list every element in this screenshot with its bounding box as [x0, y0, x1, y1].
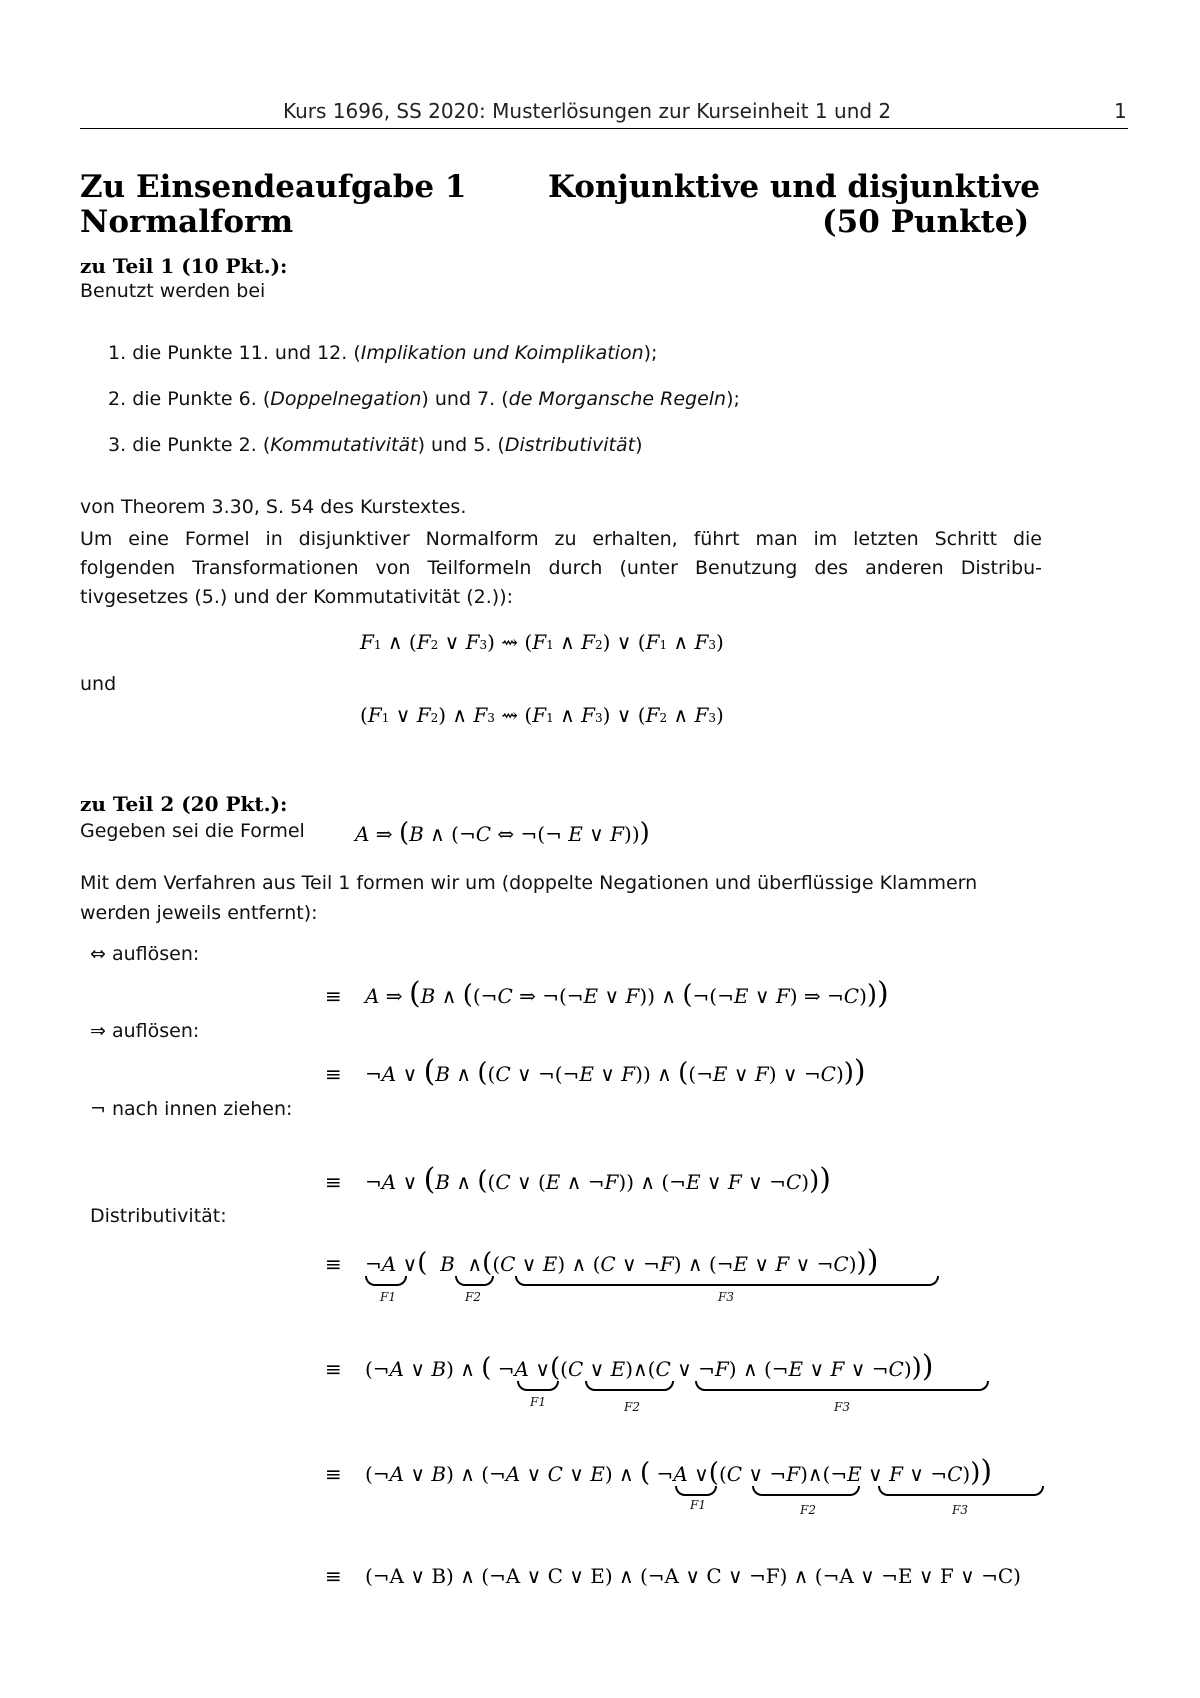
brace-label: F3: [952, 1503, 968, 1517]
equiv-symbol: ≡: [325, 984, 342, 1008]
list-text: );: [726, 388, 740, 410]
formula-step-4: ¬A ∨( B ∧((C ∨ E) ∧ (C ∨ ¬F) ∧ (¬E ∨ F ∨ ¬C))): [365, 1244, 879, 1279]
list-num: 2.: [108, 388, 127, 410]
teil1-heading: zu Teil 1 (10 Pkt.):: [80, 254, 288, 278]
step-label: ⇒ auflösen:: [90, 1020, 200, 1042]
list-item: [108, 434, 642, 456]
formula-step-2: ¬A ∨ (B ∧ ((C ∨ ¬(¬E ∨ F)) ∧ ((¬E ∨ F) ∨ ¬C))): [365, 1054, 866, 1089]
given-label: Gegeben sei die Formel: [80, 820, 305, 842]
equiv-symbol: ≡: [325, 1252, 342, 1276]
list-text: ) und 5. (: [417, 434, 505, 456]
list-item: [108, 342, 657, 364]
underbrace-F1: [365, 1276, 407, 1286]
list-italic: de Morgansche Regeln: [508, 388, 727, 410]
page-number: 1: [1114, 99, 1127, 123]
teil1-intro: Benutzt werden bei: [80, 280, 266, 302]
list-num: 1.: [108, 342, 127, 364]
list-italic: Distributivität: [504, 434, 636, 456]
final-formula: (¬A ∨ B) ∧ (¬A ∨ C ∨ E) ∧ (¬A ∨ C ∨ ¬F) ∧ (¬A ∨ ¬E ∨ F ∨ ¬C): [365, 1564, 1021, 1588]
title-left-line2: Normalform: [80, 204, 294, 240]
underbrace-F3: [878, 1486, 1044, 1496]
brace-label: F1: [690, 1498, 706, 1512]
paragraph-line: Um eine Formel in disjunktiver Normalform zu erhalten, führt man im letzten Schritt die: [80, 528, 1042, 550]
running-title: Kurs 1696, SS 2020: Musterlösungen zur Kurseinheit 1 und 2: [283, 99, 892, 123]
and-word: und: [80, 673, 117, 695]
step-label: ⇔ auflösen:: [90, 943, 200, 965]
list-text: die Punkte 11. und 12. (: [132, 342, 361, 364]
brace-label: F2: [624, 1400, 640, 1414]
title-left-line1: Zu Einsendeaufgabe 1: [80, 169, 467, 205]
brace-label: F3: [834, 1400, 850, 1414]
list-text: ) und 7. (: [421, 388, 509, 410]
teil2-heading: zu Teil 2 (20 Pkt.):: [80, 792, 288, 816]
brace-label: F1: [530, 1395, 546, 1409]
paragraph-line: tivgesetzes (5.) und der Kommutativität (2.)):: [80, 586, 514, 608]
list-text: ): [635, 434, 643, 456]
brace-label: F1: [380, 1290, 396, 1304]
given-formula: A ⇒ (B ∧ (¬C ⇔ ¬(¬ E ∨ F))): [355, 818, 650, 848]
list-text: );: [643, 342, 658, 364]
underbrace-F1: [517, 1381, 559, 1391]
underbrace-F1: [675, 1486, 717, 1496]
underbrace-F3: [695, 1381, 989, 1391]
transformation-formula-2: (F1 ∨ F2) ∧ F3 ⇝ (F1 ∧ F3) ∨ (F2 ∧ F3): [360, 703, 724, 727]
step-label: Distributivität:: [90, 1205, 227, 1227]
list-text: die Punkte 6. (: [132, 388, 271, 410]
list-item: [108, 388, 740, 410]
brace-label: F2: [800, 1503, 816, 1517]
step-label: ¬ nach innen ziehen:: [90, 1098, 293, 1120]
list-italic: Kommutativität: [270, 434, 418, 456]
formula-step-5: (¬A ∨ B) ∧ ( ¬A ∨((C ∨ E)∧(C ∨ ¬F) ∧ (¬E ∨ F ∨ ¬C))): [365, 1349, 934, 1384]
equiv-symbol: ≡: [325, 1357, 342, 1381]
title-right-line1: Konjunktive und disjunktive: [548, 169, 1040, 205]
formula-step-3: ¬A ∨ (B ∧ ((C ∨ (E ∧ ¬F)) ∧ (¬E ∨ F ∨ ¬C))): [365, 1162, 831, 1197]
title-right-line2: (50 Punkte): [822, 204, 1030, 240]
list-text: die Punkte 2. (: [132, 434, 271, 456]
formula-step-1: A ⇒ (B ∧ ((¬C ⇒ ¬(¬E ∨ F)) ∧ (¬(¬E ∨ F) ⇒ ¬C))): [365, 976, 889, 1011]
equiv-symbol: ≡: [325, 1170, 342, 1194]
underbrace-F2: [752, 1486, 860, 1496]
underbrace-F3: [515, 1276, 939, 1286]
transformation-formula-1: F1 ∧ (F2 ∨ F3) ⇝ (F1 ∧ F2) ∨ (F1 ∧ F3): [360, 630, 724, 654]
underbrace-F2: [455, 1276, 494, 1286]
formula-step-6: (¬A ∨ B) ∧ (¬A ∨ C ∨ E) ∧ ( ¬A ∨((C ∨ ¬F)∧(¬E ∨ F ∨ ¬C))): [365, 1454, 993, 1489]
list-num: 3.: [108, 434, 127, 456]
list-italic: Doppelnegation: [270, 388, 422, 410]
equiv-symbol: ≡: [325, 1564, 342, 1588]
equiv-symbol: ≡: [325, 1462, 342, 1486]
list-italic: Implikation und Koimplikation: [360, 342, 644, 364]
underbrace-F2: [585, 1381, 674, 1391]
brace-label: F2: [465, 1290, 481, 1304]
after-list-text: von Theorem 3.30, S. 54 des Kurstextes.: [80, 496, 467, 518]
brace-label: F3: [718, 1290, 734, 1304]
header-rule: [80, 128, 1128, 129]
paragraph-line: folgenden Transformationen von Teilformeln durch (unter Benutzung des anderen Distribu-: [80, 557, 1042, 579]
method-line: Mit dem Verfahren aus Teil 1 formen wir um (doppelte Negationen und überflüssige Klammern: [80, 872, 978, 894]
method-line: werden jeweils entfernt):: [80, 902, 318, 924]
equiv-symbol: ≡: [325, 1062, 342, 1086]
